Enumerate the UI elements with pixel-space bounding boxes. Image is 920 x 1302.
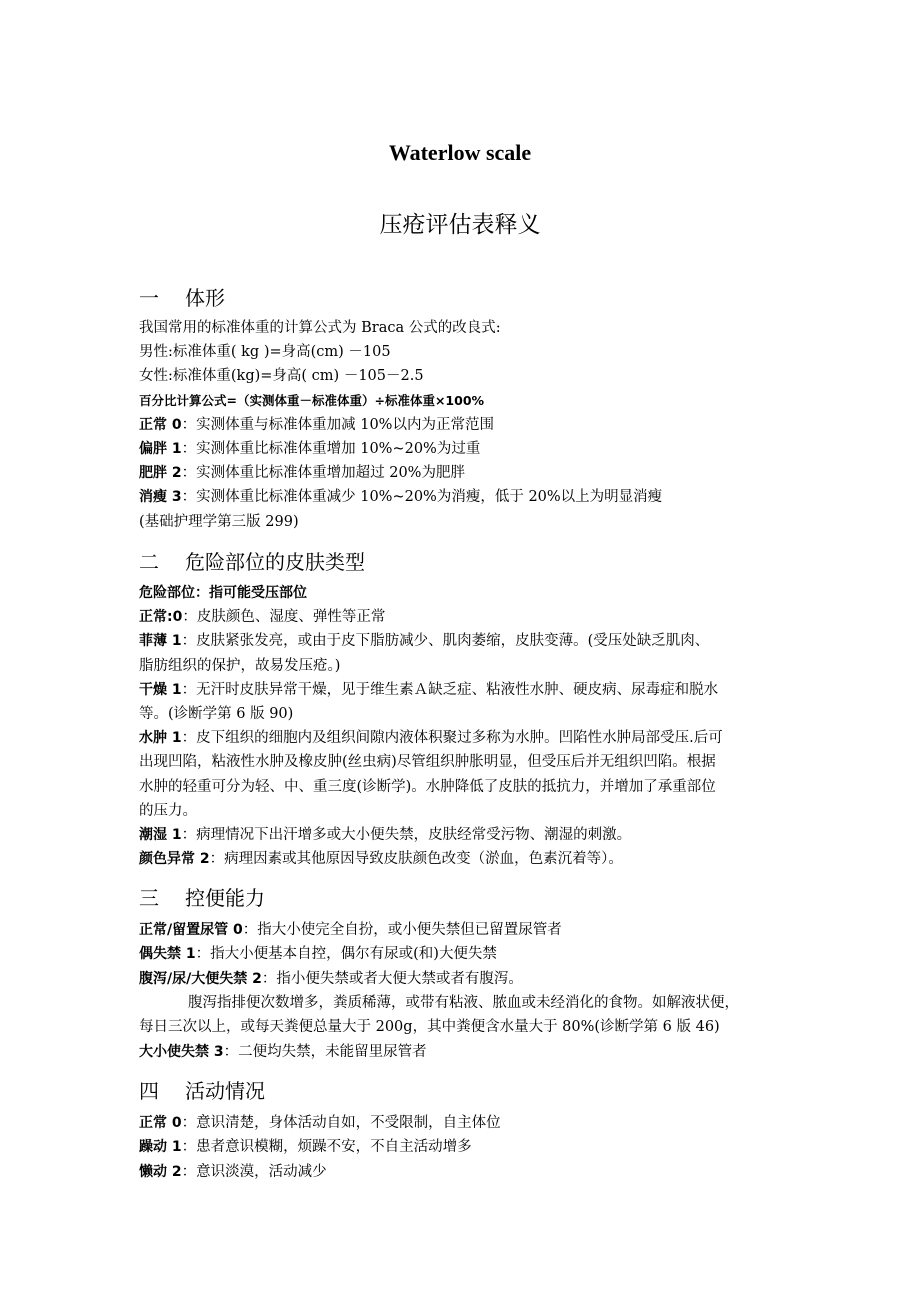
line-text: ：病理因素或其他原因导致皮肤颜色改变（淤血，色素沉着等）。 — [209, 851, 623, 868]
text-line — [139, 583, 307, 603]
term-label: 潮湿 1 — [139, 827, 182, 843]
text-line — [139, 1017, 720, 1037]
line-text: ：实测体重比标准体重增加超过 20%为肥胖 — [181, 465, 465, 482]
text-line — [139, 1137, 472, 1157]
section-title: 活动情况 — [185, 1079, 265, 1103]
line-text: ：指大小使完全自扮，或小便失禁但已留置尿管者 — [242, 922, 562, 938]
text-line — [139, 631, 709, 651]
line-text: 的压力。 — [139, 802, 197, 819]
text-line — [139, 318, 501, 338]
term-label: 颜色异常 2 — [139, 851, 210, 868]
text-line — [139, 704, 293, 724]
term-label: 肥胖 2 — [139, 465, 182, 482]
term-label: 偏胖 1 — [139, 441, 182, 457]
section-title: 控便能力 — [185, 886, 265, 910]
term-label: 水肿 1 — [139, 730, 182, 747]
section-number: 三 — [139, 886, 159, 910]
text-line — [139, 920, 562, 940]
line-text: 男性:标准体重( kg )=身高(cm) －105 — [139, 344, 391, 361]
text-line — [139, 607, 385, 627]
text-line — [139, 801, 197, 821]
line-text: ：二便均失禁，未能留里尿管者 — [223, 1043, 427, 1060]
term-label: 消瘦 3 — [139, 489, 182, 506]
line-text: ：皮下组织的细胞内及组织间隙内液体积聚过多称为水肿。凹陷性水肿局部受压.后可 — [181, 730, 723, 747]
line-text: 出现凹陷，粘液性水肿及橡皮肿(丝虫病)尽管组织肿胀明显，但受压后并无组织凹陷。根据 — [139, 754, 716, 771]
term-label: 躁动 1 — [139, 1139, 182, 1156]
term-label: 正常 0 — [139, 1115, 182, 1131]
text-line — [139, 680, 718, 700]
line-text: ：意识清楚，身体活动自如，不受限制，自主体位 — [181, 1115, 501, 1131]
text-line — [139, 825, 631, 845]
document-title-english: Waterlow scale — [388, 140, 532, 165]
text-line — [139, 656, 340, 676]
text-line — [139, 728, 723, 748]
section-title: 体形 — [185, 286, 225, 310]
line-text: ：皮肤紧张发亮，或由于皮下脂肪减少、肌肉萎缩，皮肤变薄。(受压处缺乏肌肉、 — [181, 633, 710, 650]
term-label: 正常:0 — [139, 609, 183, 626]
line-text: ：实测体重与标准体重加减 10%以内为正常范围 — [181, 416, 494, 433]
line-text: 百分比计算公式=（实测体重－标准体重）÷标准体重×100% — [139, 392, 485, 408]
term-label: 正常 0 — [139, 416, 182, 433]
text-line — [139, 1162, 327, 1182]
term-label: 懒动 2 — [139, 1163, 182, 1180]
line-text: 等。(诊断学第 6 版 90) — [139, 706, 294, 722]
term-label: 腹泻/尿/大便失禁 2 — [139, 970, 262, 987]
term-label: 菲薄 1 — [139, 633, 182, 650]
line-text: ：意识淡漠，活动减少 — [181, 1163, 327, 1180]
text-line — [139, 342, 391, 362]
line-text: (基础护理学第三版 299) — [139, 513, 299, 530]
text-line — [139, 463, 465, 483]
section-number: 二 — [139, 550, 159, 574]
line-text: 女性:标准体重(kg)=身高( cm) －105－2.5 — [139, 368, 424, 385]
term-label: 干燥 1 — [139, 681, 182, 698]
text-line — [139, 777, 716, 797]
term-label: 偶失禁 1 — [139, 946, 196, 963]
term-label: 正常/留置尿管 0 — [139, 922, 243, 938]
text-line — [139, 849, 623, 869]
line-text: ：皮肤颜色、湿度、弹性等正常 — [182, 609, 386, 626]
document-title-chinese: 压疮评估表释义 — [379, 212, 541, 238]
text-line — [139, 512, 299, 532]
text-line — [139, 1113, 501, 1133]
text-line — [139, 752, 716, 772]
text-line — [139, 415, 494, 435]
section-number: 一 — [139, 286, 159, 310]
term-label: 危险部位：指可能受压部位 — [139, 585, 307, 601]
line-text: ：指大小便基本自控，偶尔有尿或(和)大便失禁 — [195, 946, 497, 963]
line-text: ：指小便失禁或者大便大禁或者有腹泻。 — [261, 970, 523, 987]
line-text: ：实测体重比标准体重减少 10%~20%为消瘦，低于 20%以上为明显消瘦 — [181, 489, 663, 506]
section-heading — [139, 282, 225, 311]
text-line — [139, 944, 497, 964]
section-number: 四 — [139, 1079, 159, 1103]
section-heading — [139, 1075, 265, 1104]
text-line — [188, 993, 739, 1013]
line-text: ：患者意识模糊，烦躁不安，不自主活动增多 — [181, 1139, 472, 1156]
line-text: ：病理情况下出汗增多或大小便失禁，皮肤经常受污物、潮湿的刺激。 — [181, 827, 632, 843]
section-heading — [139, 882, 265, 911]
section-title: 危险部位的皮肤类型 — [185, 550, 365, 574]
section-heading — [139, 546, 365, 575]
text-line — [139, 366, 424, 386]
text-line — [139, 391, 484, 411]
text-line — [139, 1042, 427, 1062]
line-text: 脂肪组织的保护，故易发压疮。) — [139, 657, 341, 674]
line-text: 腹泻指排便次数增多，粪质稀薄，或带有粘液、脓血或未经消化的食物。如解液状便， — [188, 994, 739, 1011]
line-text: ：无汗时皮肤异常干燥，见于维生素Ａ缺乏症、粘液性水肿、硬皮病、尿毒症和脱水 — [181, 681, 719, 698]
line-text: 水肿的轻重可分为轻、中、重三度(诊断学)。水肿降低了皮肤的抵抗力，并增加了承重部位 — [139, 778, 716, 795]
text-line — [139, 487, 662, 507]
line-text: 我国常用的标准体重的计算公式为 Braca 公式的改良式: — [139, 320, 501, 336]
text-line — [139, 439, 480, 459]
line-text: ：实测体重比标准体重增加 10%~20%为过重 — [181, 441, 481, 457]
text-line — [139, 969, 523, 989]
term-label: 大小使失禁 3 — [139, 1043, 224, 1060]
line-text: 每日三次以上，或每天粪便总量大于 200g，其中粪便含水量大于 80%(诊断学第 6 版 46) — [139, 1019, 720, 1036]
